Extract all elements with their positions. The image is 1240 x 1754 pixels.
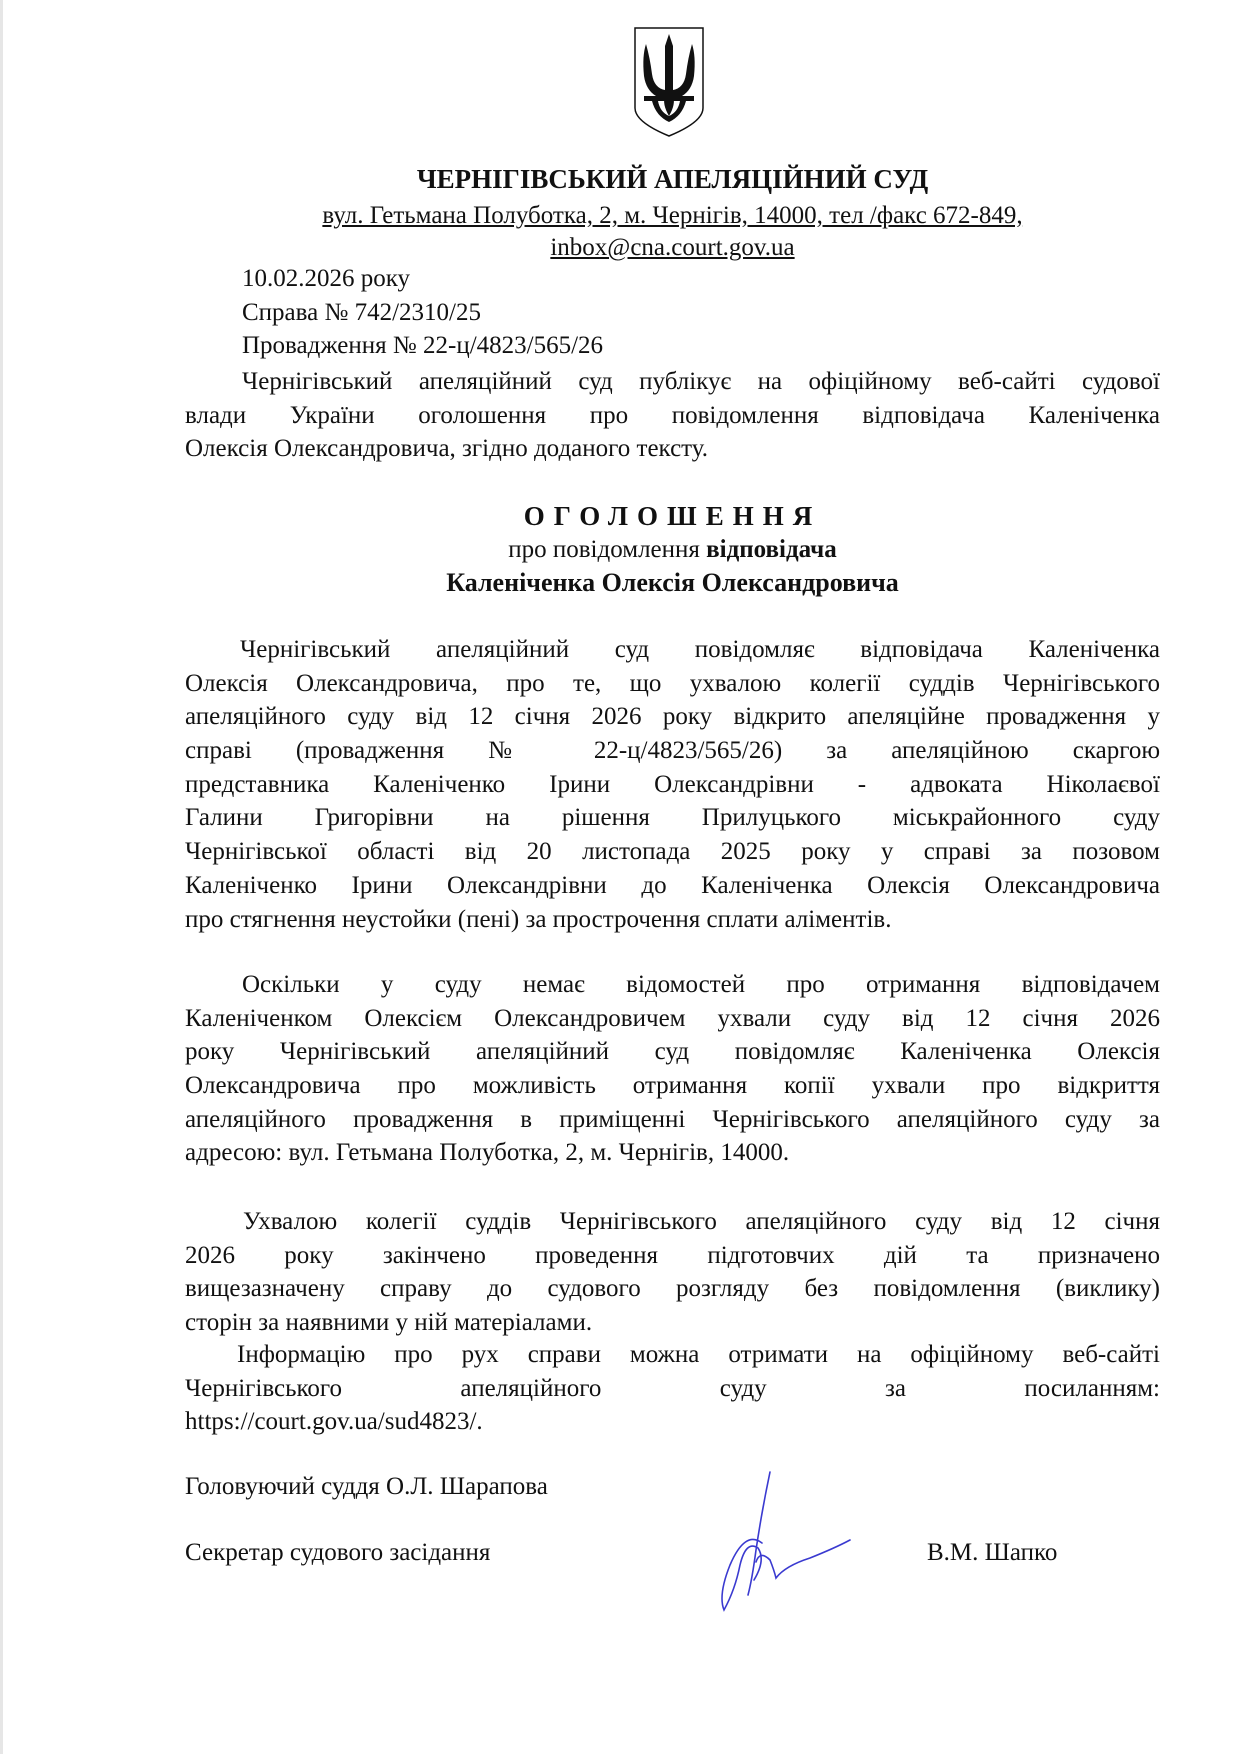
text-line: Чернігівського апеляційного суду за посиланням: (185, 1374, 1160, 1402)
text-line: Галини Григорівни на рішення Прилуцького міськрайонного суду (185, 804, 1160, 832)
text-line: Каленіченком Олексієм Олександровичем ухвали суду від 12 січня 2026 (185, 1004, 1160, 1032)
text-line: Олексія Олександровича, згідно доданого тексту. (185, 435, 709, 463)
text-line: сторін за наявними у ній матеріалами. (185, 1309, 593, 1337)
body-paragraph-1 (185, 633, 1160, 936)
text-line: вищезазначену справу до судового розгляду без повідомлення (виклику) (185, 1275, 1160, 1303)
scan-edge (0, 0, 3, 1754)
text-line: Інформацію про рух справи можна отримати на офіційному веб-сайті (237, 1341, 1160, 1368)
text-line: року Чернігівський апеляційний суд повідомляє Каленіченка Олексія (185, 1038, 1160, 1066)
text-line: адресою: вул. Гетьмана Полуботка, 2, м. Чернігів, 14000. (185, 1139, 790, 1167)
text-line: апеляційного провадження в приміщенні Чернігівського апеляційного суду за (185, 1105, 1160, 1133)
court-name-heading: ЧЕРНІГІВСЬКИЙ АПЕЛЯЦІЙНИЙ СУД (416, 164, 929, 194)
text-line: Чернігівський апеляційний суд повідомляє відповідача Каленіченка (240, 636, 1160, 663)
announcement-subtitle-bold: відповідача (706, 536, 837, 563)
coat-of-arms-emblem (632, 26, 706, 138)
text-line: влади України оголошення про повідомлення відповідача Каленіченка (185, 401, 1160, 429)
text-line: Олексія Олександровича, про те, що ухвалою колегії суддів Чернігівського (185, 669, 1160, 697)
text-line: 2026 року закінчено проведення підготовчих дій та призначено (185, 1241, 1160, 1269)
text-line: https://court.gov.ua/sud4823/. (185, 1408, 483, 1436)
text-line: Каленіченко Ірини Олександрівни до Каленіченка Олексія Олександровича (185, 871, 1160, 899)
announcement-subtitle (185, 533, 1160, 567)
case-number: Справа № 742/2310/25 (242, 299, 481, 326)
text-line: представника Каленіченко Ірини Олександрівни - адвоката Ніколаєвої (185, 770, 1160, 798)
secretary-title: Секретар судового засідання (185, 1539, 491, 1566)
announcement-subtitle-text: про повідомлення (508, 536, 707, 563)
text-line: Чернігівської області від 20 листопада 2025 року у справі за позовом (185, 838, 1160, 866)
court-email-link[interactable]: inbox@cna.court.gov.ua (550, 234, 795, 261)
text-line: про стягнення неустойки (пені) за прострочення сплати аліментів. (185, 905, 892, 933)
court-address: вул. Гетьмана Полуботка, 2, м. Чернігів, 14000, тел /факс 672-849, (322, 202, 1023, 229)
secretary-name: В.М. Шапко (927, 1539, 1058, 1566)
body-paragraph-2 (185, 968, 1160, 1170)
respondent-name: Каленіченка Олексія Олександровича (446, 568, 899, 597)
announcement-title: ОГОЛОШЕННЯ (523, 501, 822, 531)
intro-paragraph (185, 365, 1160, 466)
proceeding-number: Провадження № 22-ц/4823/565/26 (242, 332, 604, 359)
text-line: Чернігівський апеляційний суд публікує на офіційному веб-сайті судової (242, 368, 1160, 395)
body-paragraph-4 (185, 1338, 1160, 1439)
text-line: апеляційного суду від 12 січня 2026 року відкрито апеляційне провадження у (185, 703, 1160, 731)
presiding-judge: Головуючий суддя О.Л. Шарапова (185, 1473, 548, 1500)
text-line: Олександровича про можливість отримання копії ухвали про відкриття (185, 1072, 1160, 1100)
document-date: 10.02.2026 року (242, 265, 411, 292)
text-line: справі (провадження № 22-ц/4823/565/26) за апеляційною скаргою (185, 737, 1160, 765)
body-paragraph-3 (185, 1205, 1160, 1340)
text-line: Ухвалою колегії суддів Чернігівського апеляційного суду від 12 січня (243, 1208, 1160, 1235)
text-line: Оскільки у суду немає відомостей про отримання відповідачем (242, 971, 1160, 998)
handwritten-signature (690, 1470, 860, 1615)
